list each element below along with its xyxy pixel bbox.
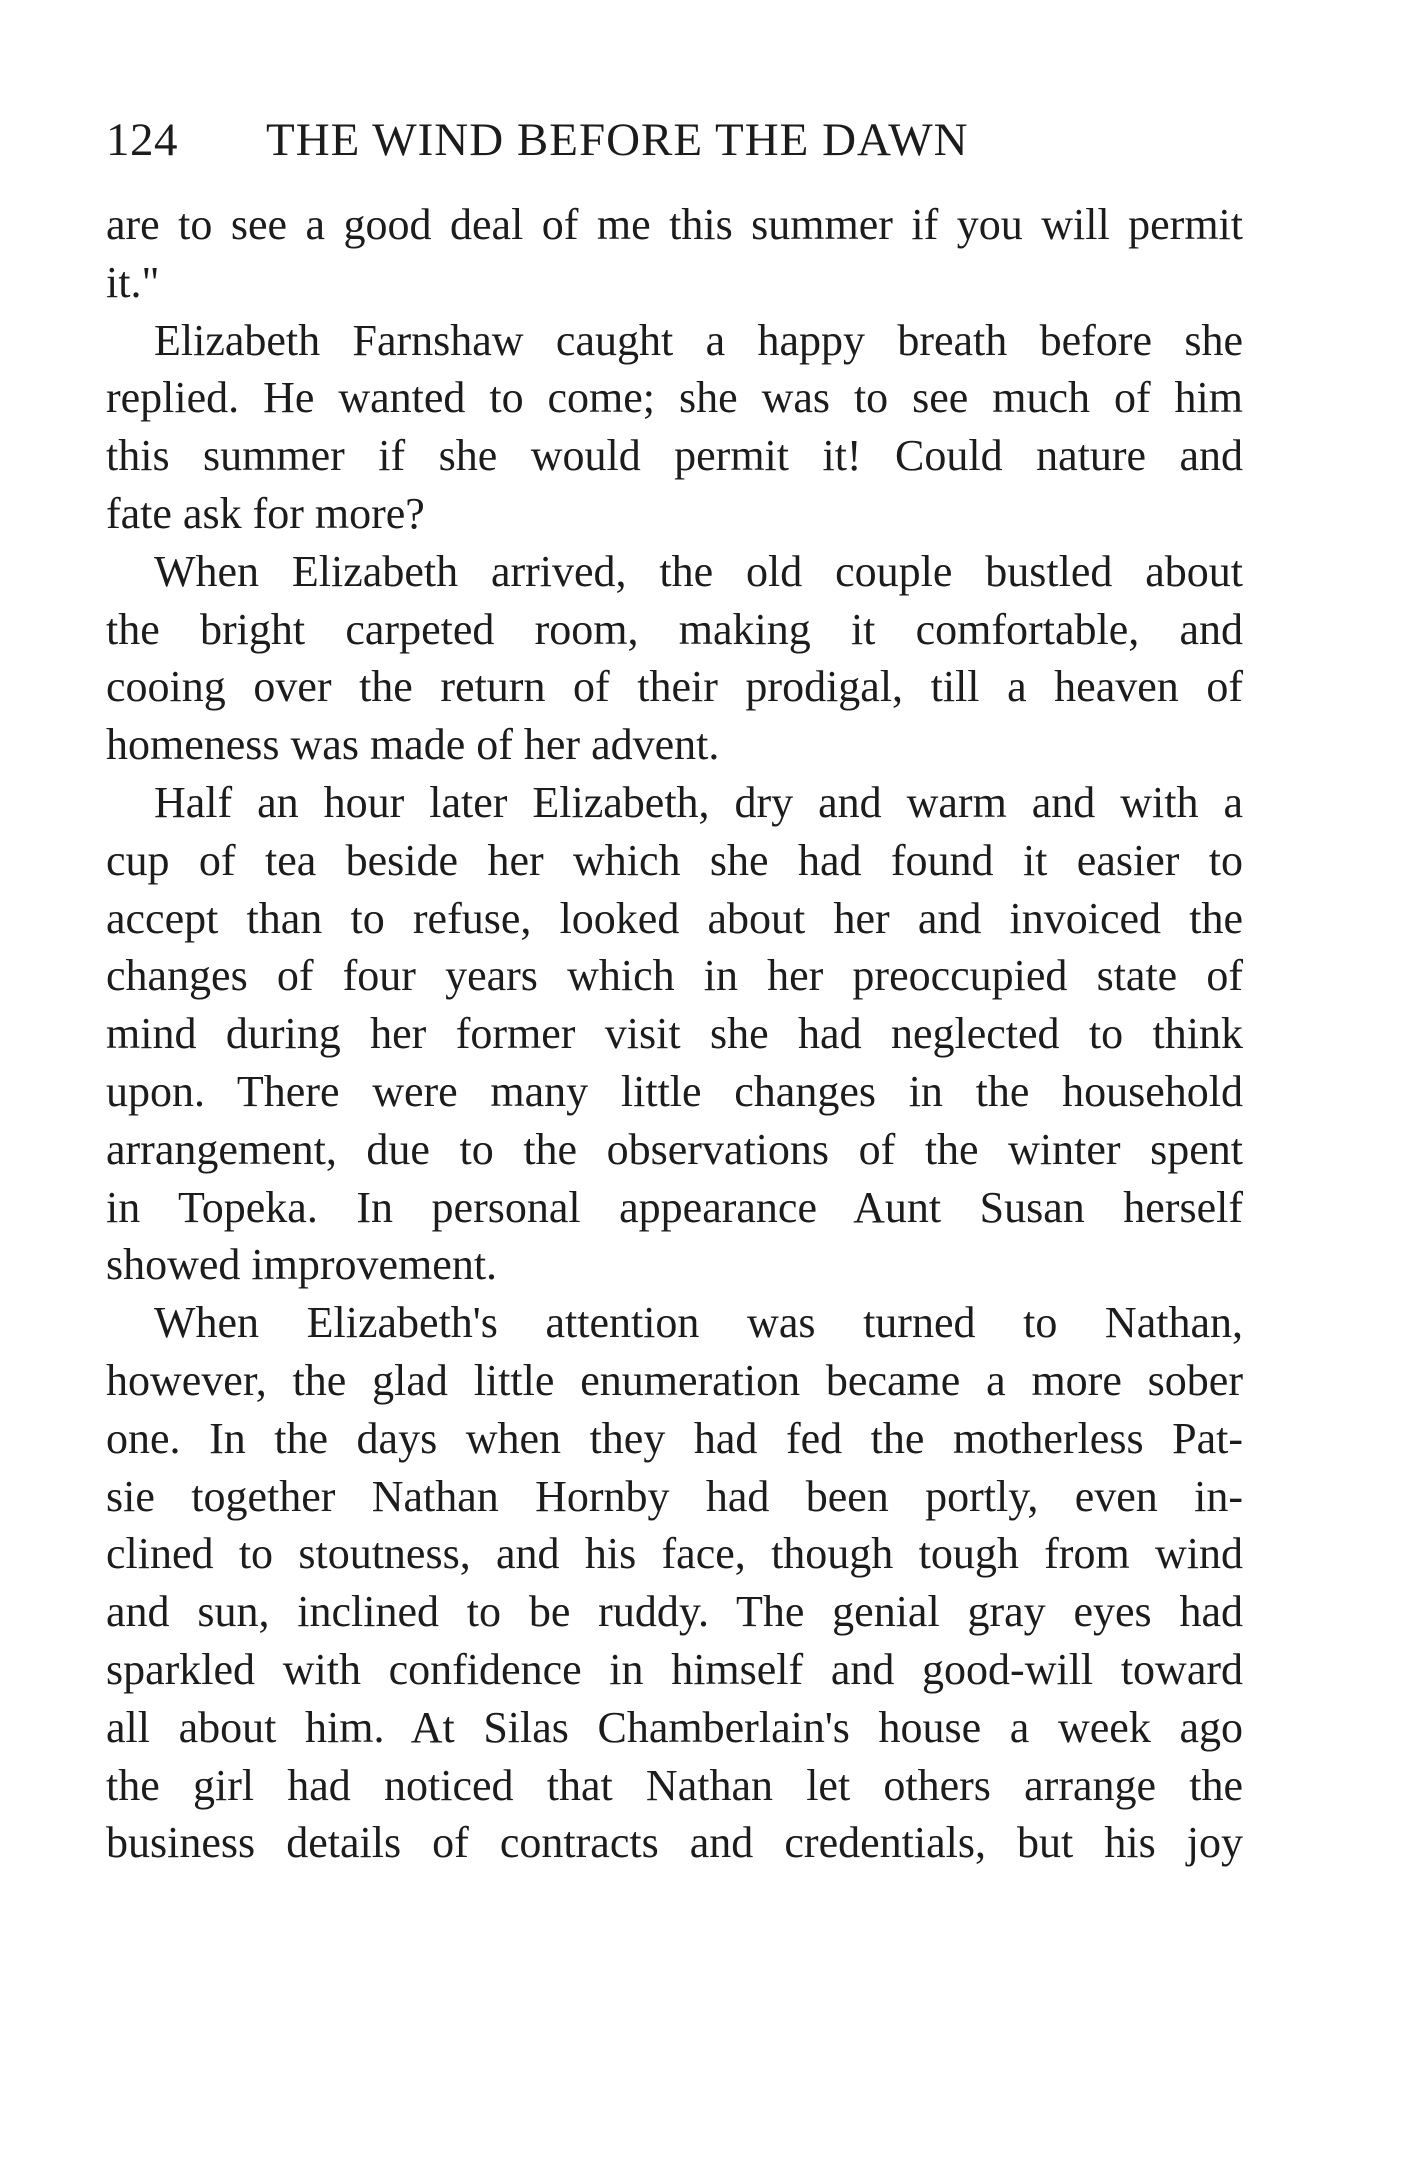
text-line: are to see a good deal of me this summer if you will permit [106, 200, 1243, 249]
text-line: mind during her former visit she had neglected to think [106, 1009, 1243, 1059]
text-line: Half an hour later Elizabeth, dry and warm and with a [154, 777, 1243, 827]
text-line: sie together Nathan Hornby had been portly, even in- [106, 1471, 1243, 1521]
running-title: THE WIND BEFORE THE DAWN [266, 114, 969, 166]
text-line: the girl had noticed that Nathan let others arrange the [106, 1760, 1243, 1810]
text-line: it." [106, 257, 160, 307]
text-line: arrangement, due to the observations of the winter spent [106, 1124, 1243, 1174]
text-line: however, the glad little enumeration became a more sober [106, 1355, 1243, 1405]
text-line: upon. There were many little changes in the household [106, 1066, 1243, 1116]
text-line: accept than to refuse, looked about her and invoiced the [106, 893, 1243, 943]
text-line: When Elizabeth arrived, the old couple bustled about [154, 546, 1243, 596]
text-line: showed improvement. [106, 1240, 498, 1290]
text-line: the bright carpeted room, making it comfortable, and [106, 604, 1243, 654]
page-number: 124 [106, 114, 178, 166]
text-line: clined to stoutness, and his face, though tough from wind [106, 1529, 1243, 1579]
text-line: all about him. At Silas Chamberlain's house a week ago [106, 1702, 1243, 1752]
text-line: one. In the days when they had fed the motherless Pat- [106, 1413, 1243, 1463]
text-line: cooing over the return of their prodigal, till a heaven of [106, 662, 1243, 712]
text-line: Elizabeth Farnshaw caught a happy breath before she [154, 315, 1243, 365]
text-line: business details of contracts and credentials, but his joy [106, 1818, 1243, 1868]
text-line: changes of four years which in her preoccupied state of [106, 951, 1243, 1001]
text-line: homeness was made of her advent. [106, 720, 720, 770]
text-line: When Elizabeth's attention was turned to Nathan, [154, 1298, 1243, 1348]
text-line: sparkled with confidence in himself and good-will toward [106, 1644, 1243, 1694]
text-line: in Topeka. In personal appearance Aunt Susan herself [106, 1182, 1243, 1232]
text-line: and sun, inclined to be ruddy. The genial gray eyes had [106, 1587, 1243, 1637]
text-line: fate ask for more? [106, 488, 425, 538]
running-head [106, 110, 1246, 170]
text-line: cup of tea beside her which she had found it easier to [106, 835, 1243, 885]
body-text [106, 196, 1243, 1872]
text-line: replied. He wanted to come; she was to see much of him [106, 373, 1243, 423]
text-line: this summer if she would permit it! Could nature and [106, 431, 1243, 481]
